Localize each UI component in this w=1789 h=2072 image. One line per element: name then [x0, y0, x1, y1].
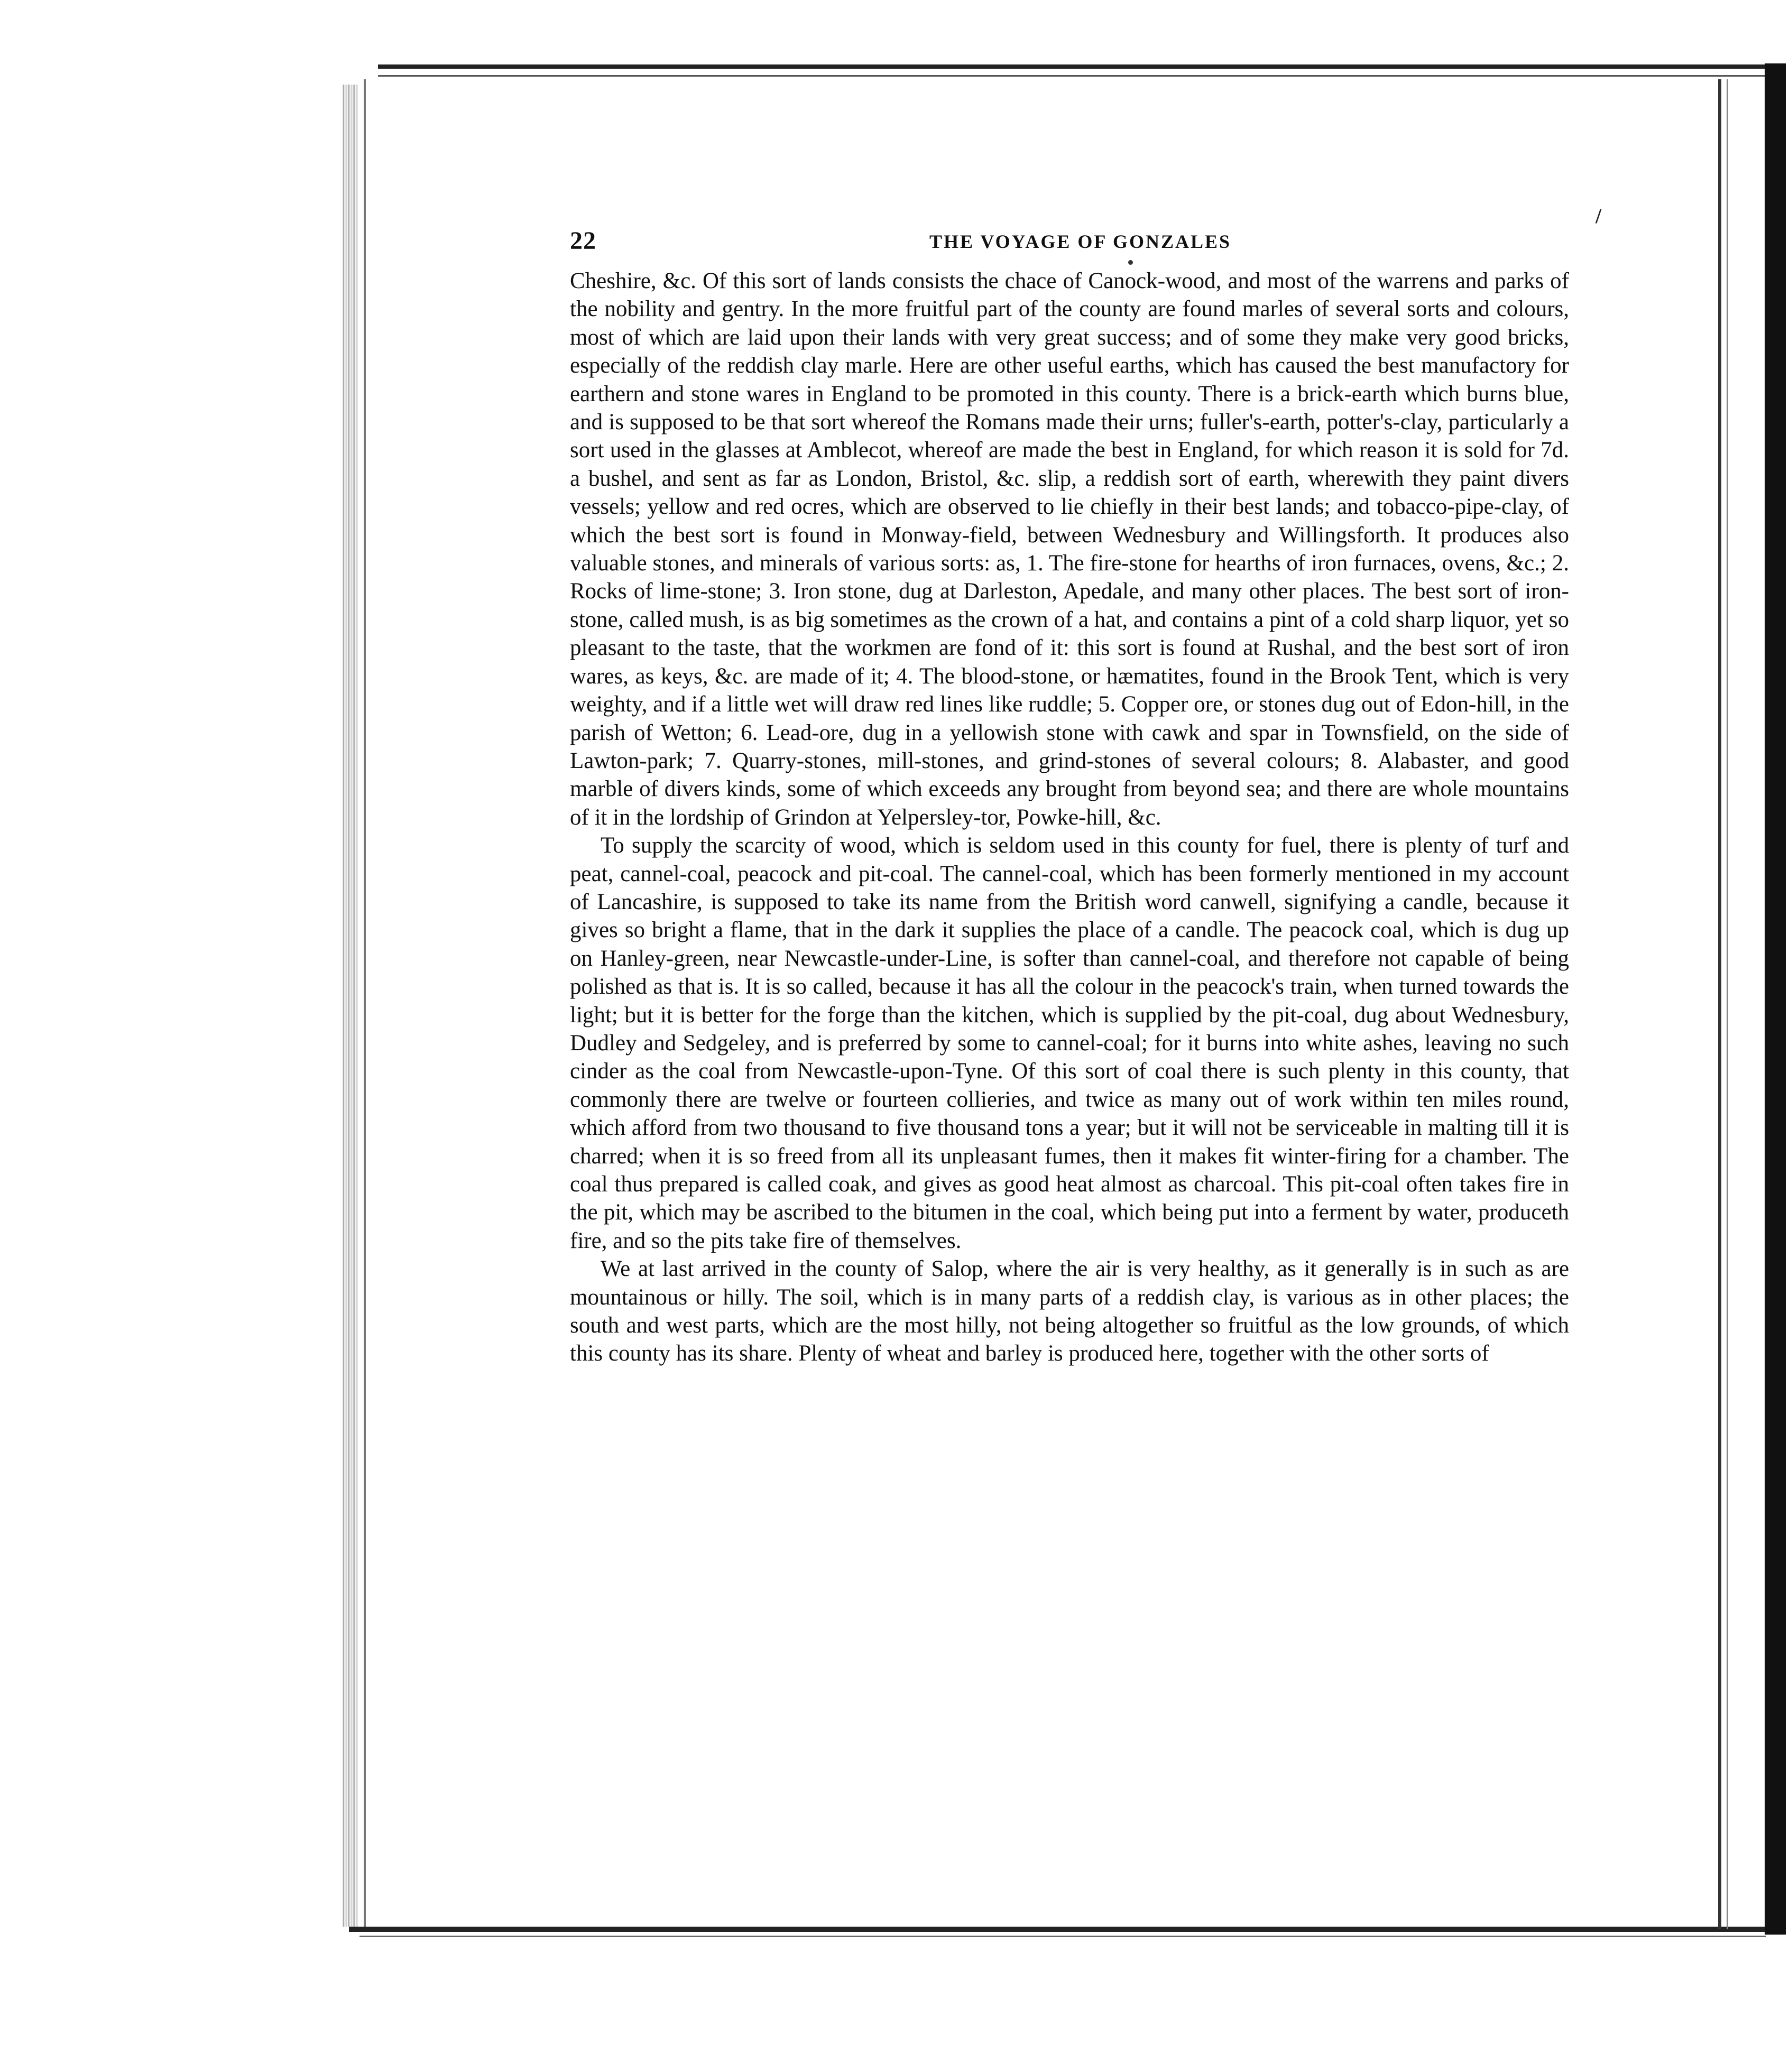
stray-ink-mark: / — [1596, 204, 1602, 228]
page-binding-edge — [343, 85, 358, 1927]
page-title: THE VOYAGE OF GONZALES — [929, 231, 1232, 252]
page-frame-top-thin-rule — [378, 75, 1768, 77]
body-text — [570, 267, 1569, 1368]
ink-dot-mark — [1128, 260, 1133, 265]
page-frame-bottom-thin-rule — [359, 1936, 1766, 1937]
paragraph-2: To supply the scarcity of wood, which is seldom used in this county for fuel, there is plenty of turf and peat, cannel-coal, peacock and pit-coal. The cannel-coal, which has been formerly mentioned in my account of Lancashire, is supposed to take its name from the British word canwell, signifying a candle, because it gives so bright a flame, that in the dark it supplies the place of a candle. The peacock coal, which is dug up on Hanley-green, near Newcastle-under-Line, is softer than cannel-coal, and therefore not capable of being polished as that is. It is so called, because it has all the colour in the peacock's train, when turned towards the light; but it is better for the forge than the kitchen, which is supplied by the pit-coal, dug about Wednesbury, Dudley and Sedgeley, and is preferred by some to cannel-coal; for it burns into white ashes, leaving no such cinder as the coal from Newcastle-upon-Tyne. Of this sort of coal there is such plenty in this county, that commonly there are twelve or fourteen collieries, and twice as many out of work within ten miles round, which afford from two thousand to five thousand tons a year; but it will not be serviceable in malting till it is charred; when it is so freed from all its unpleasant fumes, then it makes fit winter-firing for a chamber. The coal thus prepared is called coak, and gives as good heat almost as charcoal. This pit-coal often takes fire in the pit, which may be ascribed to the bitumen in the coal, which being put into a ferment by water, produceth fire, and so the pits take fire of themselves. — [570, 833, 1569, 1253]
page-frame-right-thin-rule — [1727, 79, 1728, 1929]
page-frame-right-border — [1765, 63, 1786, 1935]
paragraph-1: Cheshire, &c. Of this sort of lands consists the chace of Canock-wood, and most of the warrens and parks of the nobility and gentry. In the more fruitful part of the county are found marles of several sorts and colours, most of which are laid upon their lands with very great success; and of some they make very good bricks, especially of the reddish clay marle. Here are other useful earths, which has caused the best manufactory for earthern and stone wares in England to be promoted in this county. There is a brick-earth which burns blue, and is supposed to be that sort whereof the Romans made their urns; fuller's-earth, potter's-clay, particularly a sort used in the glasses at Amblecot, whereof are made the best in England, for which reason it is sold for 7d. a bushel, and sent as far as London, Bristol, &c. slip, a reddish sort of earth, wherewith they paint divers vessels; yellow and red ocres, which are observed to lie chiefly in their best lands; and tobacco-pipe-clay, of which the best sort is found in Monway-field, between Wednesbury and Willingsforth. It produces also valuable stones, and minerals of various sorts: as, 1. The fire-stone for hearths of iron furnaces, ovens, &c.; 2. Rocks of lime-stone; 3. Iron stone, dug at Darleston, Apedale, and many other places. The best sort of iron-stone, called mush, is as big sometimes as the crown of a hat, and contains a pint of a cold sharp liquor, yet so pleasant to the taste, that the workmen are fond of it: this sort is found at Rushal, and the best sort of iron wares, as keys, &c. are made of it; 4. The blood-stone, or hæmatites, found in the Brook Tent, which is very weighty, and if a little wet will draw red lines like ruddle; 5. Copper ore, or stones dug out of Edon-hill, in the parish of Wetton; 6. Lead-ore, dug in a yellowish stone with cawk and spar in Townsfield, on the side of Lawton-park; 7. Quarry-stones, mill-stones, and grind-stones of several colours; 8. Alabaster, and good marble of divers kinds, some of which exceeds any brought from beyond sea; and there are whole mountains of it in the lordship of Grindon at Yelpersley-tor, Powke-hill, &c. — [570, 269, 1569, 830]
page-frame-left-rule — [364, 79, 366, 1929]
paragraph-3: We at last arrived in the county of Salop, where the air is very healthy, as it generally is in such as are mountainous or hilly. The soil, which is in many parts of a reddish clay, is various as in other places; the south and west parts, which are the most hilly, not being altogether so fruitful as the low grounds, of which this county has its share. Plenty of wheat and barley is produced here, together with the other sorts of — [570, 1256, 1569, 1366]
page-frame-right-rule — [1718, 79, 1721, 1929]
running-head — [570, 226, 1569, 258]
page-frame-bottom-rule — [349, 1927, 1766, 1932]
page-frame-top-rule — [378, 64, 1768, 69]
page-number: 22 — [570, 227, 596, 255]
